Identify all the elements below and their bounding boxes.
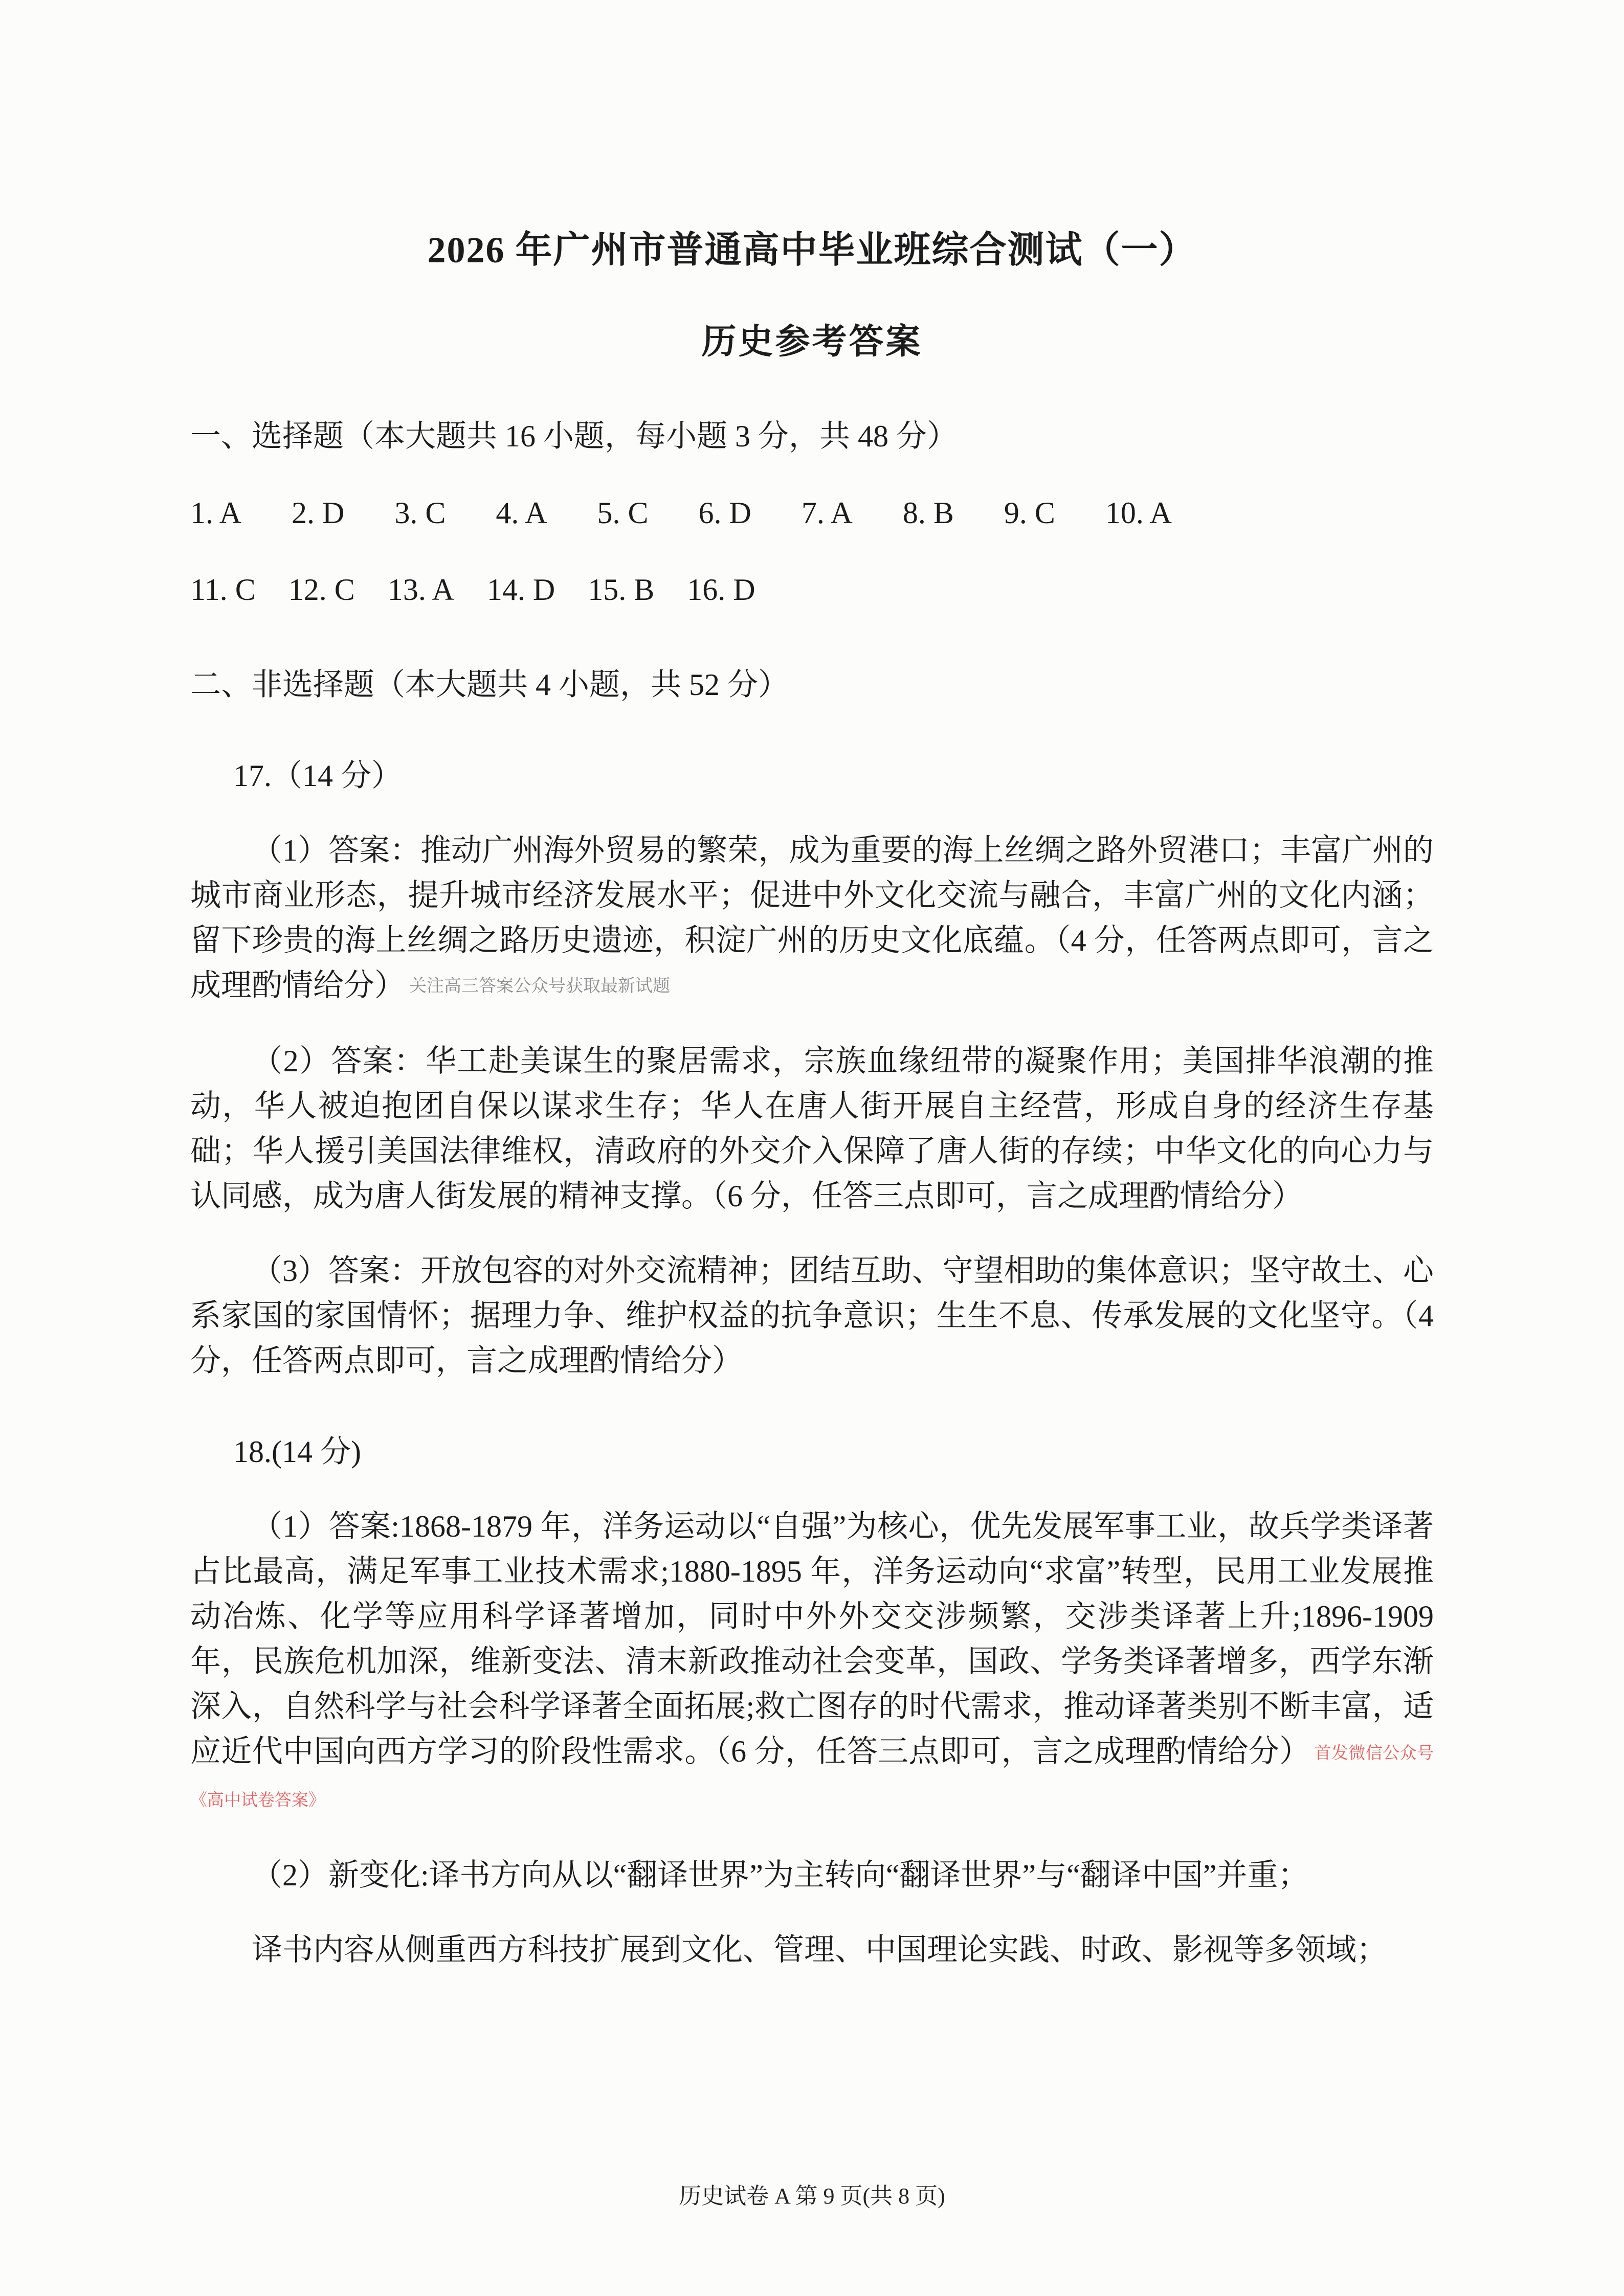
mc-answer-3: 3. C xyxy=(394,496,446,530)
page-footer: 历史试卷 A 第 9 页(共 8 页) xyxy=(679,2184,945,2209)
mc-answer-7: 7. A xyxy=(801,496,853,530)
mc-answer-12: 12. C xyxy=(288,573,355,606)
mc-answer-4: 4. A xyxy=(496,496,547,530)
mc-answer-2: 2. D xyxy=(292,496,345,530)
question-18-part-1-text: （1）答案:1868-1879 年，洋务运动以“自强”为核心，优先发展军事工业，故兵学类译著占比最高，满足军事工业技术需求;1880-1895 年，洋务运动向“求富”转型，民用工业发展推动冶炼、化学等应用科学译著增加，同时中外外交交涉频繁，交涉类译著上升;1896-1909 年，民族危机加深，维新变法、清末新政推动社会变革，国政、学务类译著增多，西学东渐深入，自然科学与社会科学译著全面拓展;救亡图存的时代需求，推动译著类别不断丰富，适应近代中国向西方学习的阶段性需求。（6 分，任答三点即可，言之成理酌情给分） xyxy=(190,1510,1434,1768)
mc-answer-15: 15. B xyxy=(588,573,655,606)
mc-answer-8: 8. B xyxy=(902,496,954,530)
question-18-part-3-text: 译书内容从侧重西方科技扩展到文化、管理、中国理论实践、时政、影视等多领域； xyxy=(252,1933,1387,1967)
question-17-answer-part-3 xyxy=(190,1248,1434,1383)
question-17-part-1-text: （1）答案：推动广州海外贸易的繁荣，成为重要的海上丝绸之路外贸港口；丰富广州的城市商业形态，提升城市经济发展水平；促进中外文化交流与融合，丰富广州的文化内涵；留下珍贵的海上丝绸之路历史遗迹，积淀广州的历史文化底蕴。（4 分，任答两点即可，言之成理酌情给分） xyxy=(190,834,1434,1002)
red-watermark-note: 首发微信公众号《高中试卷答案》 xyxy=(190,1744,1434,1810)
mc-answers-row-1 xyxy=(190,490,1434,535)
document-subtitle: 历史参考答案 xyxy=(701,322,923,361)
question-18-answer-part-3 xyxy=(190,1927,1434,1972)
mc-answer-10: 10. A xyxy=(1105,496,1172,530)
mc-answer-16: 16. D xyxy=(687,573,755,606)
multiple-choice-section-heading: 一、选择题（本大题共 16 小题，每小题 3 分，共 48 分） xyxy=(190,419,958,453)
gray-watermark-note: 关注高三答案公众号获取最新试题 xyxy=(409,977,670,996)
question-18-number: 18.(14 分) xyxy=(233,1435,361,1469)
question-17-part-2-text: （2）答案：华工赴美谋生的聚居需求，宗族血缘纽带的凝聚作用；美国排华浪潮的推动，华人被迫抱团自保以谋求生存；华人在唐人街开展自主经营，形成自身的经济生存基础；华人援引美国法律维权，清政府的外交介入保障了唐人街的存续；中华文化的向心力与认同感，成为唐人街发展的精神支撑。（6 分，任答三点即可，言之成理酌情给分） xyxy=(190,1044,1434,1213)
question-17-answer-part-1 xyxy=(190,828,1434,1009)
question-18-part-2-text: （2）新变化:译书方向从以“翻译世界”为主转向“翻译世界”与“翻译中国”并重； xyxy=(252,1858,1309,1892)
mc-answer-5: 5. C xyxy=(597,496,649,530)
document-title: 2026 年广州市普通高中毕业班综合测试（一） xyxy=(427,230,1197,271)
question-18-answer-part-2 xyxy=(190,1853,1434,1898)
free-response-section-heading: 二、非选择题（本大题共 4 小题，共 52 分） xyxy=(190,668,789,702)
mc-answer-6: 6. D xyxy=(698,496,751,530)
mc-answer-11: 11. C xyxy=(190,573,256,606)
mc-answer-9: 9. C xyxy=(1004,496,1055,530)
mc-answer-14: 14. D xyxy=(486,573,555,606)
question-18-answer-part-1 xyxy=(190,1504,1434,1823)
question-17-answer-part-2 xyxy=(190,1039,1434,1219)
mc-answer-1: 1. A xyxy=(190,496,242,530)
question-17-number: 17.（14 分） xyxy=(233,759,402,793)
question-17-part-3-text: （3）答案：开放包容的对外交流精神；团结互助、守望相助的集体意识；坚守故土、心系家国的家国情怀；据理力争、维护权益的抗争意识；生生不息、传承发展的文化坚守。（4 分，任答两点即可，言之成理酌情给分） xyxy=(190,1254,1434,1378)
mc-answer-13: 13. A xyxy=(387,573,454,606)
mc-answers-row-2 xyxy=(190,567,1434,612)
